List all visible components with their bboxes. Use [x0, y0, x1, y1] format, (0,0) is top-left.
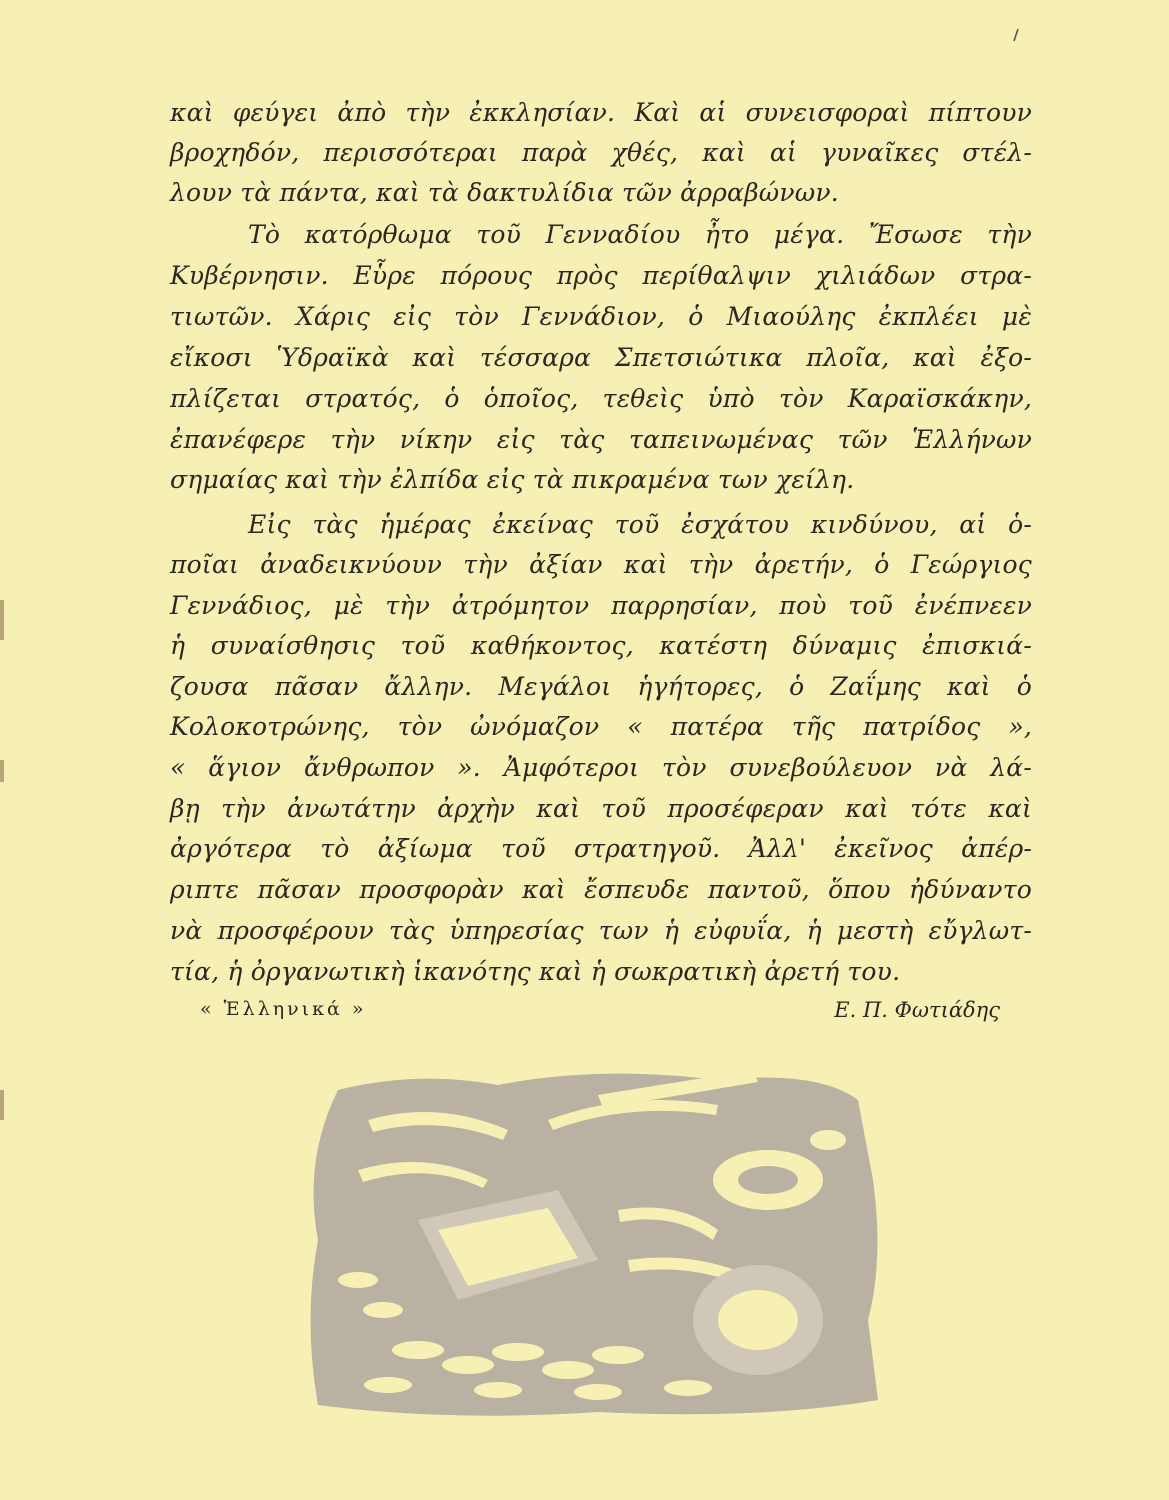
- text-line: Κολοκοτρώνης, τὸν ὠνόμαζον « πατέρα τῆς πατρίδος »,: [170, 712, 1032, 741]
- edge-mark: [0, 1090, 4, 1120]
- text-line: καὶ φεύγει ἀπὸ τὴν ἐκκλησίαν. Καὶ αἱ συνεισφοραὶ πίπτουν: [170, 98, 1032, 127]
- text-line: βροχηδόν, περισσότεραι παρὰ χθές, καὶ αἱ γυναῖκες στέλ-: [170, 138, 1032, 167]
- text-line: νὰ προσφέρουν τὰς ὑπηρεσίας των ἡ εὐφυΐα, ἡ μεστὴ εὔγλωτ-: [170, 916, 1032, 945]
- text-line: ριπτε πᾶσαν προσφορὰν καὶ ἔσπευδε παντοῦ, ὅπου ἠδύναντο: [170, 875, 1032, 904]
- text-line: βῃ τὴν ἀνωτάτην ἀρχὴν καὶ τοῦ προσέφεραν καὶ τότε καὶ: [170, 794, 1032, 823]
- corner-mark-icon: [1012, 28, 1020, 42]
- text-line: τία, ἡ ὀργανωτικὴ ἱκανότης καὶ ἡ σωκρατικὴ ἀρετή του.: [170, 957, 901, 986]
- text-line: Κυβέρνησιν. Εὗρε πόρους πρὸς περίθαλψιν χιλιάδων στρα-: [170, 261, 1032, 290]
- source-citation: « Ἑλληνικά »: [200, 998, 367, 1020]
- text-line: σημαίας καὶ τὴν ἐλπίδα εἰς τὰ πικραμένα των χείλη.: [170, 465, 855, 494]
- edge-mark: [0, 760, 4, 782]
- text-line: « ἅγιον ἄνθρωπον ». Ἀμφότεροι τὸν συνεβούλευον νὰ λά-: [170, 753, 1032, 782]
- text-line: Γεννάδιος, μὲ τὴν ἀτρόμητον παρρησίαν, ποὺ τοῦ ἐνέπνεεν: [170, 591, 1032, 620]
- text-line: πλίζεται στρατός, ὁ ὁποῖος, τεθεὶς ὑπὸ τὸν Καραϊσκάκην,: [170, 384, 1032, 413]
- author-name: Ε. Π. Φωτιάδης: [834, 998, 1000, 1022]
- text-line: ἐπανέφερε τὴν νίκην εἰς τὰς ταπεινωμένας τῶν Ἑλλήνων: [170, 425, 1032, 454]
- text-line: εἴκοσι Ὑδραϊκὰ καὶ τέσσαρα Σπετσιώτικα πλοῖα, καὶ ἐξο-: [170, 343, 1032, 372]
- text-line: ποῖαι ἀναδεικνύουν τὴν ἀξίαν καὶ τὴν ἀρετήν, ὁ Γεώργιος: [170, 550, 1032, 579]
- text-line: Τὸ κατόρθωμα τοῦ Γενναδίου ἦτο μέγα. Ἔσωσε τὴν: [248, 220, 1032, 249]
- edge-mark: [0, 600, 4, 640]
- text-line: λουν τὰ πάντα, καὶ τὰ δακτυλίδια τῶν ἀρραβώνων.: [170, 178, 839, 207]
- treasure-chest-illustration-icon: [298, 1060, 884, 1425]
- text-line: ζουσα πᾶσαν ἄλλην. Μεγάλοι ἡγήτορες, ὁ Ζαΐμης καὶ ὁ: [170, 672, 1032, 701]
- text-line: ἀργότερα τὸ ἀξίωμα τοῦ στρατηγοῦ. Ἀλλ' ἐκεῖνος ἀπέρ-: [170, 834, 1032, 863]
- text-line: Εἰς τὰς ἡμέρας ἐκείνας τοῦ ἐσχάτου κινδύνου, αἱ ὁ-: [248, 510, 1032, 539]
- credits: [200, 998, 1000, 1028]
- text-line: ἡ συναίσθησις τοῦ καθήκοντος, κατέστη δύναμις ἐπισκιά-: [170, 631, 1032, 660]
- text-line: τιωτῶν. Χάρις εἰς τὸν Γεννάδιον, ὁ Μιαούλης ἐκπλέει μὲ: [170, 302, 1032, 331]
